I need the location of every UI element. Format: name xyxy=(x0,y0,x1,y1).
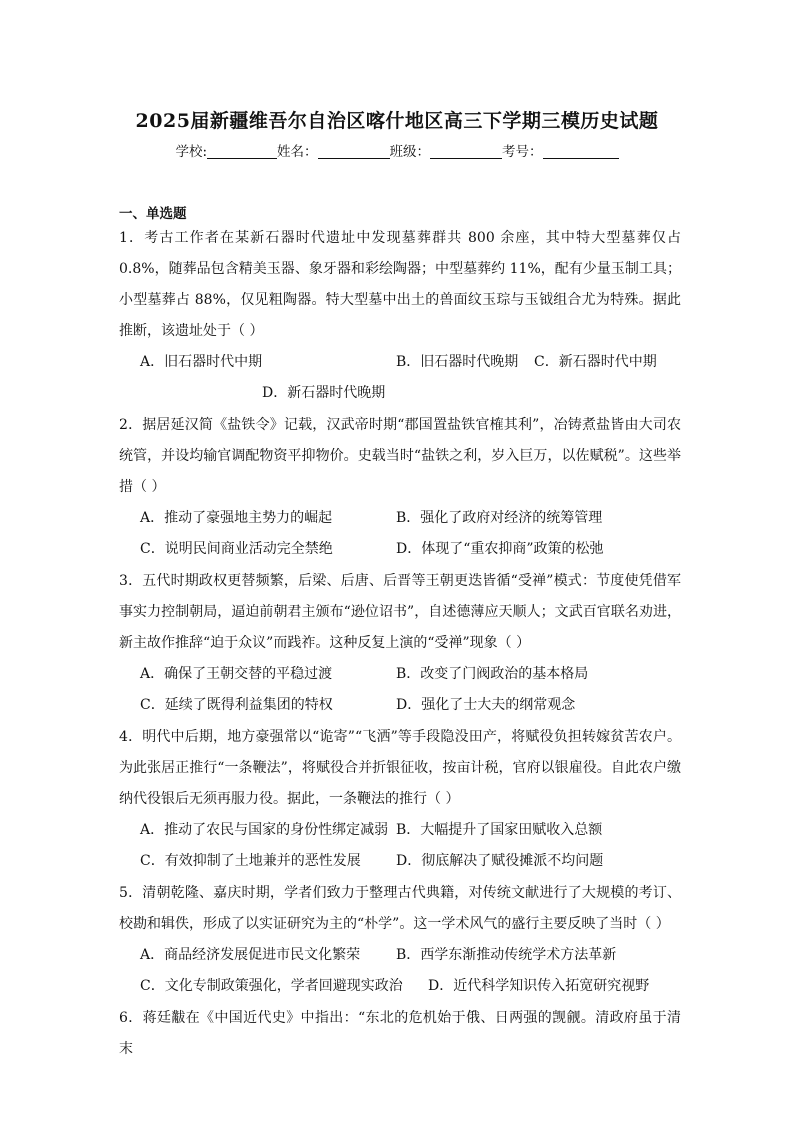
question-3-option-c: C．延续了既得利益集团的特权 xyxy=(140,697,333,713)
question-4-option-d: D．彻底解决了赋役摊派不均问题 xyxy=(396,853,604,869)
school-label: 学校: xyxy=(175,144,208,160)
class-label: 班级： xyxy=(389,144,431,160)
question-1-stem: 1．考古工作者在某新石器时代遗址中发现墓葬群共 800 余座，其中特大型墓葬仅占 0.8%，随葬品包含精美玉器、象牙器和彩绘陶器；中型墓葬约 11%，配有少量玉制工具；小型墓葬占 88%，仅见粗陶器。特大型墓中出土的兽面纹玉琮与玉钺组合尤为特殊。据此推断，该遗址处于（ ） xyxy=(119,230,681,339)
question-2-option-c: C．说明民间商业活动完全禁绝 xyxy=(140,541,333,557)
question-3-option-d: D．强化了士大夫的纲常观念 xyxy=(396,697,576,713)
question-2-option-d: D．体现了“重农抑商”政策的松弛 xyxy=(396,541,604,557)
exam-number-blank xyxy=(543,144,619,159)
question-1-option-c: C．新石器时代中期 xyxy=(534,354,657,370)
question-4-option-b: B．大幅提升了国家田赋收入总额 xyxy=(396,822,603,838)
question-3-option-a: A．确保了王朝交替的平稳过渡 xyxy=(140,666,333,682)
section-heading: 一、单选题 xyxy=(119,206,187,222)
name-blank xyxy=(318,144,390,159)
exam-title: 2025届新疆维吾尔自治区喀什地区高三下学期三模历史试题 xyxy=(135,110,659,132)
question-5-option-b: B．西学东渐推动传统学术方法革新 xyxy=(396,947,617,963)
name-label: 姓名： xyxy=(277,144,318,160)
student-info-row xyxy=(0,140,794,160)
question-1-option-d: D．新石器时代晚期 xyxy=(262,385,386,401)
question-4-stem: 4．明代中后期，地方豪强常以“诡寄”“飞洒”等手段隐没田产，将赋役负担转嫁贫苦农户。为此张居正推行“一条鞭法”，将赋役合并折银征收，按亩计税，官府以银雇役。自此农户缴纳代役银后无须再服力役。据此，一条鞭法的推行（ ） xyxy=(119,729,681,807)
question-4-option-a: A．推动了农民与国家的身份性绑定减弱 xyxy=(140,822,389,838)
question-4-option-c: C．有效抑制了土地兼并的恶性发展 xyxy=(140,853,361,869)
question-3-option-b: B．改变了门阀政治的基本格局 xyxy=(396,666,589,682)
question-2-stem: 2．据居延汉简《盐铁令》记载，汉武帝时期“郡国置盐铁官榷其利”，冶铸煮盐皆由大司农统管，并设均输官调配物资平抑物价。史载当时“盐铁之利，岁入巨万，以佐赋税”。这些举措（ ） xyxy=(119,417,681,495)
question-1-option-a: A．旧石器时代中期 xyxy=(140,354,263,370)
question-3-stem: 3．五代时期政权更替频繁，后梁、后唐、后晋等王朝更迭皆循“受禅”模式：节度使凭借军事实力控制朝局，逼迫前朝君主颁布“逊位诏书”，自述德薄应天顺人；文武百官联名劝进，新主故作推辞“迫于众议”而践祚。这种反复上演的“受禅”现象（ ） xyxy=(119,573,681,651)
question-1-option-b: B．旧石器时代晚期 xyxy=(396,354,519,370)
question-5-stem: 5．清朝乾隆、嘉庆时期，学者们致力于整理古代典籍，对传统文献进行了大规模的考订、校勘和辑佚，形成了以实证研究为主的“朴学”。这一学术风气的盛行主要反映了当时（ ） xyxy=(119,885,681,932)
question-5-option-c: C．文化专制政策强化，学者回避现实政治 xyxy=(140,978,403,994)
question-6-stem: 6．蒋廷黻在《中国近代史》中指出：“东北的危机始于俄、日两强的觊觎。清政府虽于清末 xyxy=(119,1010,681,1057)
class-blank xyxy=(430,144,502,159)
question-2-option-b: B．强化了政府对经济的统筹管理 xyxy=(396,510,603,526)
question-5-option-a: A．商品经济发展促进市民文化繁荣 xyxy=(140,947,361,963)
school-blank xyxy=(207,144,277,159)
question-5-option-d: D．近代科学知识传入拓宽研究视野 xyxy=(428,978,650,994)
exam-number-label: 考号： xyxy=(502,144,543,160)
question-2-option-a: A．推动了豪强地主势力的崛起 xyxy=(140,510,333,526)
